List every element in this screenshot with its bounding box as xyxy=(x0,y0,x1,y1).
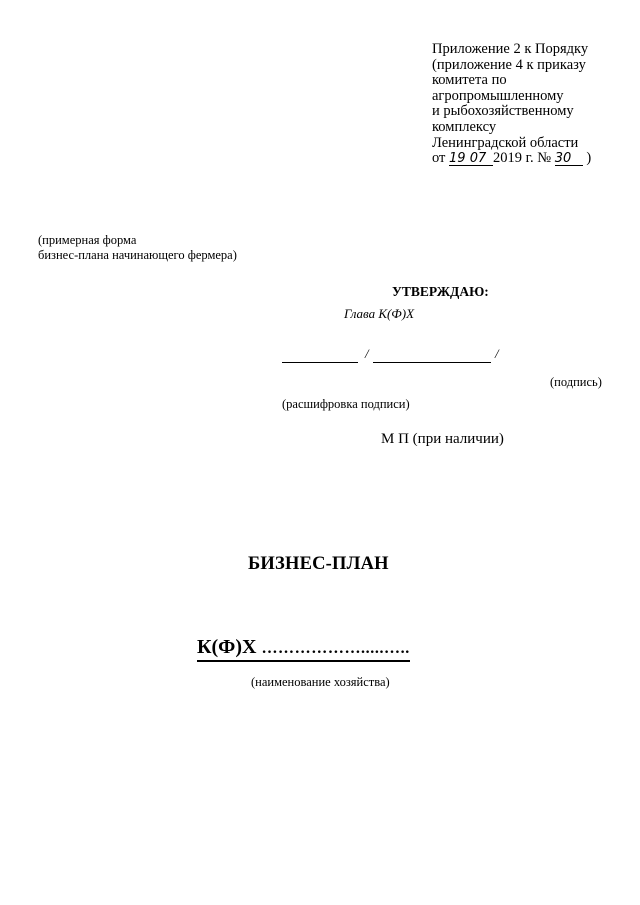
decoding-line xyxy=(373,348,491,363)
annex-line: Ленинградской области xyxy=(432,134,579,151)
annex-header xyxy=(432,42,591,167)
form-note xyxy=(38,233,237,262)
annex-line: комплексу xyxy=(432,118,497,135)
signature-slash: / xyxy=(365,346,369,361)
handwritten-date: 19 07 xyxy=(449,152,493,166)
date-year: 2019 г. № xyxy=(493,150,552,167)
closing-paren: ) xyxy=(586,150,592,167)
annex-line: (приложение 4 к приказу xyxy=(432,56,586,73)
farm-placeholder: ……………….....….. xyxy=(261,640,410,657)
farm-prefix: К(Ф)Х xyxy=(197,636,257,658)
head-title: Глава К(Ф)Х xyxy=(344,306,415,321)
annex-line: агропромышленному xyxy=(432,87,564,104)
decoding-slash: / xyxy=(495,346,499,361)
date-prefix: от xyxy=(432,150,446,167)
annex-line: комитета по xyxy=(432,72,507,89)
approve-heading: УТВЕРЖДАЮ: xyxy=(392,284,489,299)
signature-line xyxy=(282,348,358,363)
decoding-label: (расшифровка подписи) xyxy=(282,397,410,411)
annex-line: Приложение 2 к Порядку xyxy=(432,41,589,57)
handwritten-order-number: 30 xyxy=(555,152,583,166)
farm-name-label: (наименование хозяйства) xyxy=(251,675,390,689)
annex-date-line xyxy=(432,151,591,167)
farm-name-field xyxy=(197,636,410,662)
document-title: БИЗНЕС-ПЛАН xyxy=(248,554,389,574)
annex-line: и рыбохозяйственному xyxy=(432,103,574,120)
form-note-line: (примерная форма xyxy=(38,233,137,247)
signature-label: (подпись) xyxy=(550,375,602,389)
seal-note: М П (при наличии) xyxy=(381,431,504,447)
form-note-line: бизнес-плана начинающего фермера) xyxy=(38,247,237,262)
